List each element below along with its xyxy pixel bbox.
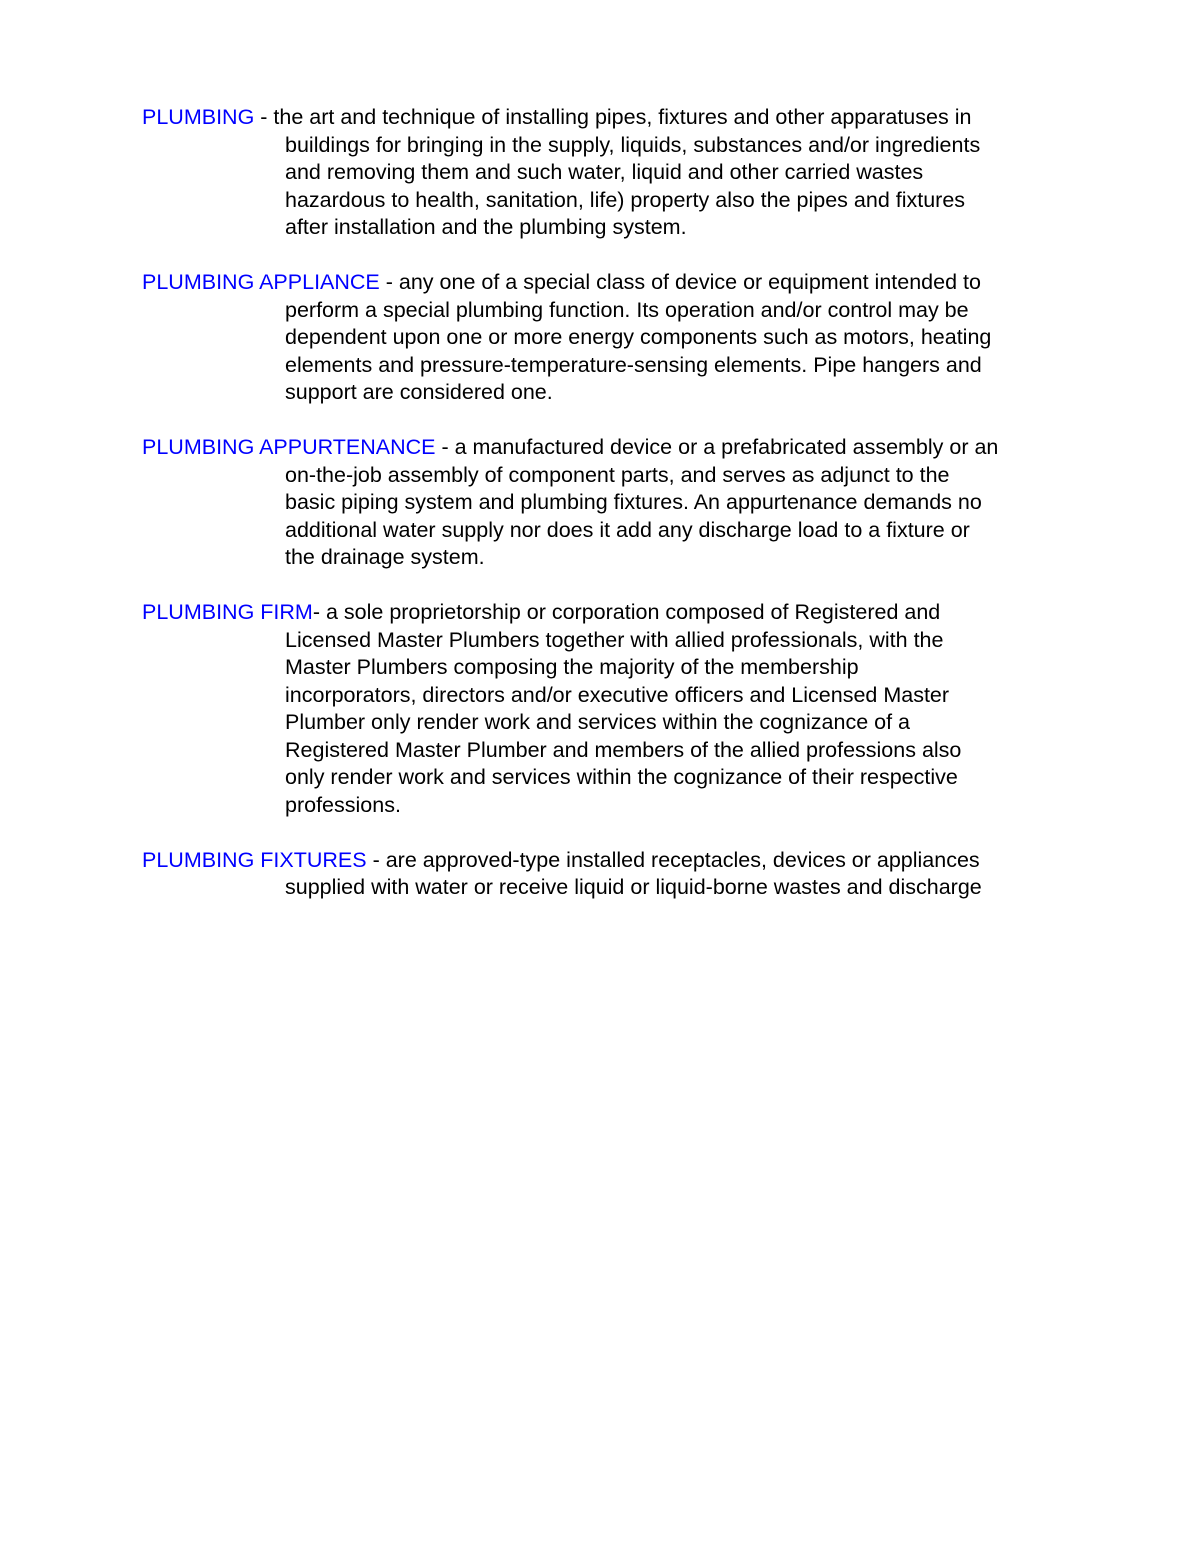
definition-term: PLUMBING APPURTENANCE <box>142 434 436 459</box>
definition-term-line <box>142 434 1062 462</box>
definition-block <box>142 599 1062 820</box>
definition-block <box>142 847 1062 902</box>
definition-text-line <box>142 159 1062 187</box>
definition-line-text: and removing them and such water, liquid and other carried wastes <box>285 160 924 185</box>
definition-line-text: Licensed Master Plumbers together with allied professionals, with the <box>285 627 944 652</box>
definition-line-text: a sole proprietorship or corporation composed of Registered and <box>325 599 941 624</box>
definition-line-text: professions. <box>285 793 401 818</box>
definition-line-text: are approved-type installed receptacles, devices or appliances <box>385 847 980 872</box>
definition-line-text: Master Plumbers composing the majority of the membership <box>285 655 859 680</box>
definition-line-text: buildings for bringing in the supply, liquids, substances and/or ingredients <box>285 132 981 157</box>
definition-line-text: support are considered one. <box>285 380 553 405</box>
definition-line-text: Plumber only render work and services within the cognizance of a <box>285 710 911 735</box>
definition-line-text: dependent upon one or more energy components such as motors, heating <box>285 325 992 350</box>
definition-line-text: the art and technique of installing pipes, fixtures and other apparatuses in <box>273 105 972 129</box>
definition-line-text: hazardous to health, sanitation, life) property also the pipes and fixtures <box>285 187 966 212</box>
definition-line-text: supplied with water or receive liquid or liquid-borne wastes and discharge <box>285 875 982 900</box>
definition-separator: - <box>435 434 455 459</box>
definition-block <box>142 269 1062 407</box>
definition-line-text: only render work and services within the cognizance of their respective <box>285 765 958 790</box>
definition-term: PLUMBING APPLIANCE <box>142 269 380 294</box>
definition-text-line <box>142 297 1062 325</box>
definition-text-line <box>142 654 1062 682</box>
definition-text-line <box>142 544 1062 572</box>
definition-text-line <box>142 709 1062 737</box>
definition-text-line <box>142 324 1062 352</box>
definition-line-text: basic piping system and plumbing fixtures. An appurtenance demands no <box>285 490 982 515</box>
definition-text-line <box>142 214 1062 242</box>
definition-text-line <box>142 627 1062 655</box>
definition-block <box>142 104 1062 242</box>
definition-separator: - <box>254 105 274 129</box>
definition-line-text: on-the-job assembly of component parts, and serves as adjunct to the <box>285 462 950 487</box>
definition-line-text: Registered Master Plumber and members of the allied professions also <box>285 737 962 762</box>
definition-text-line <box>142 187 1062 215</box>
definition-text-line <box>142 462 1062 490</box>
definition-term: PLUMBING <box>142 105 255 129</box>
definition-line-text: the drainage system. <box>285 545 485 570</box>
definition-separator: - <box>366 847 386 872</box>
definition-line-text: incorporators, directors and/or executive officers and Licensed Master <box>285 682 950 707</box>
definition-line-text: additional water supply nor does it add any discharge load to a fixture or <box>285 517 970 542</box>
definition-text-line <box>142 737 1062 765</box>
definition-block <box>142 434 1062 572</box>
definition-text-line <box>142 352 1062 380</box>
definition-text-line <box>142 379 1062 407</box>
definition-text-line <box>142 489 1062 517</box>
definition-text-line <box>142 517 1062 545</box>
definition-line-text: perform a special plumbing function. Its operation and/or control may be <box>285 297 969 322</box>
definition-text-line <box>142 682 1062 710</box>
definition-line-text: a manufactured device or a prefabricated assembly or an <box>454 434 999 459</box>
definition-separator: - <box>379 269 399 294</box>
definition-term: PLUMBING FIXTURES <box>142 847 367 872</box>
definition-term-line <box>142 847 1062 875</box>
definition-text-line <box>142 132 1062 160</box>
document-body <box>142 104 1062 929</box>
definition-separator: - <box>312 599 326 624</box>
definition-line-text: after installation and the plumbing system. <box>285 215 687 240</box>
definition-term-line <box>142 104 1062 132</box>
definition-term: PLUMBING FIRM <box>142 599 313 624</box>
definition-term-line <box>142 599 1062 627</box>
definition-term-line <box>142 269 1062 297</box>
definition-text-line <box>142 764 1062 792</box>
definition-text-line <box>142 874 1062 902</box>
definition-line-text: any one of a special class of device or equipment intended to <box>398 269 981 294</box>
definition-line-text: elements and pressure-temperature-sensing elements. Pipe hangers and <box>285 352 982 377</box>
definition-text-line <box>142 792 1062 820</box>
